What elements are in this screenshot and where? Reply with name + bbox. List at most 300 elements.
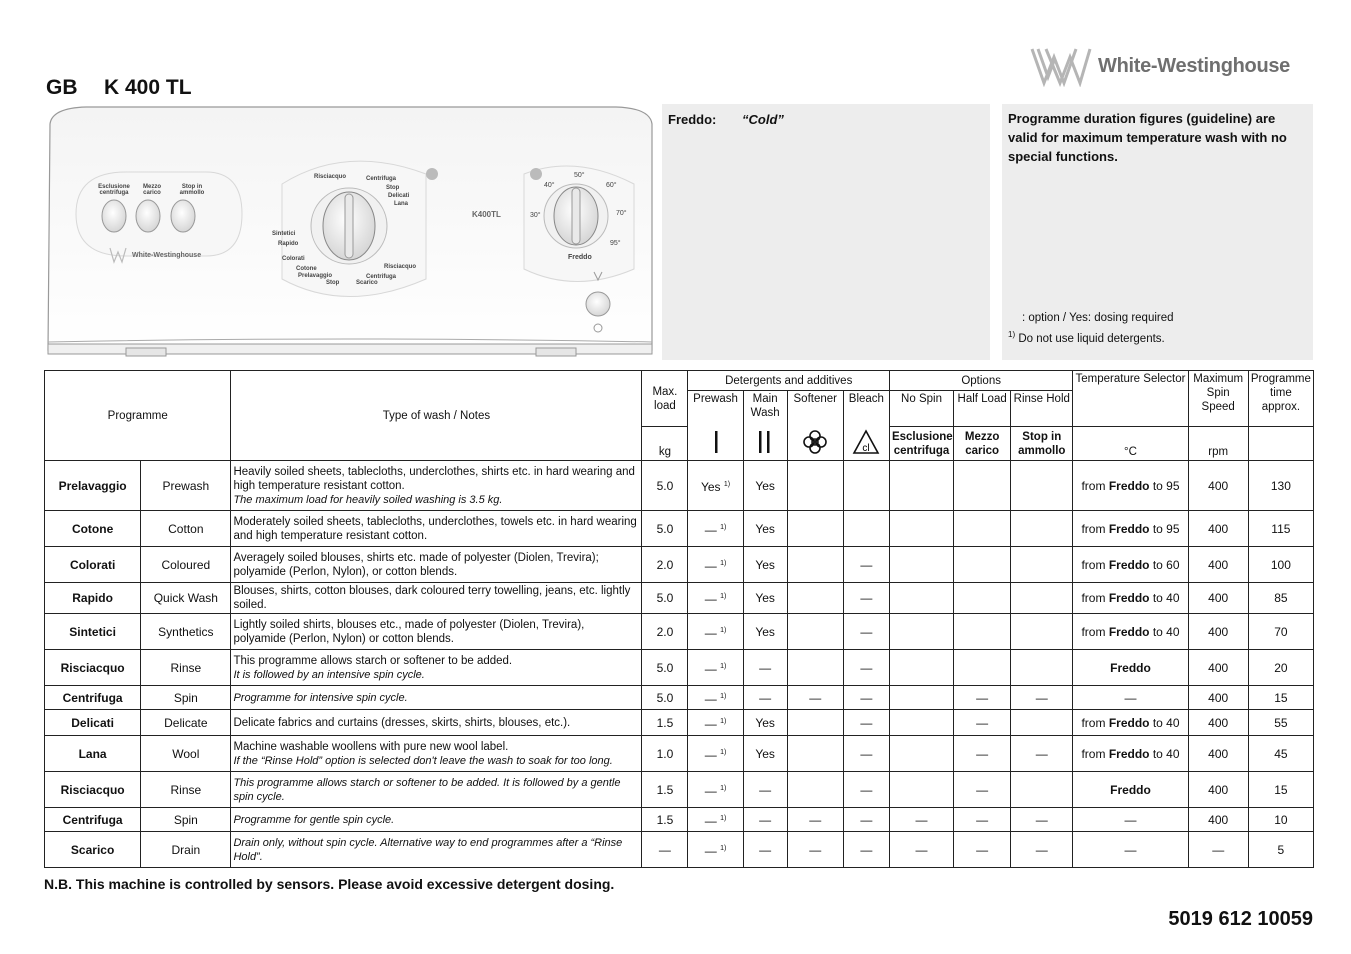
prewash-text: — [704, 843, 717, 858]
option-note: : option / Yes: dosing required [1022, 312, 1174, 324]
prewash-text: — [704, 522, 717, 537]
half-load-value: — [954, 832, 1011, 868]
footnote-ref: 1) [720, 844, 727, 852]
no-spin-value [889, 772, 953, 808]
prewash-text: — [704, 592, 717, 606]
no-spin-value [889, 710, 953, 736]
footnote-ref: 1) [720, 523, 727, 531]
panel-label-mezzo: Mezzo carico [143, 184, 161, 196]
programme-name-en: Spin [141, 808, 231, 832]
prewash-text: — [704, 716, 717, 731]
programme-name-en: Cotton [141, 511, 231, 547]
max-load: 5.0 [642, 461, 688, 511]
main-wash-value: — [743, 650, 787, 686]
no-spin-value [889, 614, 953, 650]
max-load: 1.5 [642, 808, 688, 832]
header-temp: Temperature Selector [1073, 371, 1188, 427]
half-load-value [954, 614, 1011, 650]
prewash-text: — [704, 747, 717, 762]
note-italic: Programme for intensive spin cycle. [233, 691, 408, 704]
temperature-range [1073, 686, 1188, 710]
header-no-spin: No Spin [889, 391, 953, 427]
wash-notes [231, 614, 642, 650]
temp-text: to 95 [1149, 521, 1180, 536]
temperature-range [1073, 583, 1188, 614]
max-load: — [642, 832, 688, 868]
footnote-mark: 1) [1008, 330, 1016, 339]
temp-text: to 40 [1149, 746, 1180, 761]
temperature-range [1073, 772, 1188, 808]
max-load: 2.0 [642, 547, 688, 583]
table-row [45, 832, 1314, 868]
header-softener: Softener [787, 391, 843, 427]
bleach-triangle-icon [843, 427, 889, 461]
programme-name-it: Rapido [45, 583, 141, 614]
wash-notes [231, 772, 642, 808]
header-spin: Maximum Spin Speed [1188, 371, 1248, 427]
spin-speed: 400 [1188, 772, 1248, 808]
svg-text:cl: cl [862, 442, 870, 454]
prewash-value [688, 614, 743, 650]
spin-speed: 400 [1188, 808, 1248, 832]
note-text: Delicate fabrics and curtains (dresses, skirts, shirts, blouses, etc.). [233, 716, 571, 729]
temp-freddo: Freddo [1108, 521, 1150, 536]
temp-freddo: Freddo [1108, 478, 1150, 493]
main-wash-value: — [743, 808, 787, 832]
option-mezzo: Mezzo carico [954, 427, 1011, 461]
spin-speed: 400 [1188, 583, 1248, 614]
temp-text: to 60 [1149, 557, 1180, 572]
no-spin-value: — [889, 808, 953, 832]
programme-name-it: Prelavaggio [45, 461, 141, 511]
temp-freddo: Freddo [1110, 660, 1151, 675]
half-load-value [954, 583, 1011, 614]
footnote-ref: 1) [720, 692, 727, 700]
temperature-range [1073, 736, 1188, 772]
no-spin-value [889, 461, 953, 511]
table-row [45, 772, 1314, 808]
programme-name-it: Colorati [45, 547, 141, 583]
programme-rows [45, 461, 1314, 868]
spin-speed: 400 [1188, 461, 1248, 511]
temperature-range [1073, 461, 1188, 511]
programme-name-it: Scarico [45, 832, 141, 868]
table-row [45, 547, 1314, 583]
no-spin-value [889, 583, 953, 614]
temperature-range [1073, 832, 1188, 868]
header-half-load: Half Load [954, 391, 1011, 427]
prewash-value [688, 547, 743, 583]
no-spin-value [889, 547, 953, 583]
programme-name-en: Coloured [141, 547, 231, 583]
wash-notes [231, 547, 642, 583]
wash-notes [231, 650, 642, 686]
bleach-value: — [843, 583, 889, 614]
temp-text: to 40 [1149, 624, 1180, 639]
note-italic: If the “Rinse Hold” option is selected don't leave the wash to soak for too long. [233, 754, 613, 767]
header-time: Programme time approx. [1248, 371, 1313, 427]
spin-speed: — [1188, 832, 1248, 868]
header-load-unit: kg [642, 427, 688, 461]
note-text: Blouses, shirts, cotton blouses, dark coloured terry towelling, jeans, etc. lightly soiled. [233, 585, 631, 611]
header-prewash: Prewash [688, 391, 743, 427]
header-type: Type of wash / Notes [231, 371, 642, 461]
panel-brand: White-Westinghouse [132, 252, 202, 259]
prewash-compartment-icon [688, 427, 743, 461]
max-load: 2.0 [642, 614, 688, 650]
table-row [45, 511, 1314, 547]
softener-value [787, 710, 843, 736]
programme-name-it: Centrifuga [45, 808, 141, 832]
programme-time: 115 [1248, 511, 1313, 547]
note-text: This programme allows starch or softener to be added. [233, 654, 513, 667]
rinse-hold-value [1011, 772, 1073, 808]
softener-value [787, 614, 843, 650]
footnote-ref: 1) [720, 814, 727, 822]
programme-name-it: Delicati [45, 710, 141, 736]
legend-value: “Cold” [742, 112, 784, 127]
temp-text: to 40 [1149, 591, 1180, 605]
table-row [45, 686, 1314, 710]
note-text: Lightly soiled shirts, blouses etc., made of polyester (Diolen, Trevira), polyamide (Perlon, Nylon) or cotton blends. [233, 618, 585, 645]
note-text: Averagely soiled blouses, shirts etc. made of polyester (Diolen, Trevira); polyamide (Perlon, Nylon), or cotton blends. [233, 551, 599, 578]
temp-freddo: Freddo [1108, 557, 1150, 572]
brand-w-icon [1030, 45, 1092, 87]
footnote-ref: 1) [720, 662, 727, 670]
note-italic: It is followed by an intensive spin cycle. [233, 668, 425, 681]
wash-notes [231, 710, 642, 736]
bleach-value: — [843, 710, 889, 736]
temp-text: from [1081, 715, 1109, 730]
no-spin-value [889, 650, 953, 686]
table-row [45, 614, 1314, 650]
table-row [45, 710, 1314, 736]
note-italic: This programme allows starch or softener to be added. It is followed by a gentle spin cycle. [233, 776, 621, 803]
programme-time: 85 [1248, 583, 1313, 614]
main-wash-value: Yes [743, 736, 787, 772]
dial-label-centrifuga: Centrifuga [366, 176, 396, 182]
bleach-value: — [843, 832, 889, 868]
rinse-hold-value [1011, 511, 1073, 547]
temp-text: from [1081, 478, 1109, 493]
max-load: 5.0 [642, 686, 688, 710]
main-wash-value: — [743, 832, 787, 868]
legend-key: Freddo: [668, 112, 717, 127]
no-spin-value [889, 686, 953, 710]
dial-label-risciacquo-2: Risciacquo [384, 264, 417, 270]
dial-label-delicati: Delicati [388, 193, 410, 199]
prewash-text: Yes [700, 479, 721, 494]
temp-text: from [1081, 624, 1109, 639]
programme-name-it: Lana [45, 736, 141, 772]
programme-name-it: Risciacquo [45, 772, 141, 808]
prewash-text: — [704, 661, 717, 676]
max-load: 1.5 [642, 710, 688, 736]
temperature-range [1073, 808, 1188, 832]
header-programme: Programme [45, 371, 231, 461]
footnote-ref: 1) [720, 748, 727, 756]
footnote-ref: 1) [720, 717, 727, 725]
softener-value [787, 736, 843, 772]
table-row [45, 461, 1314, 511]
bleach-value: — [843, 614, 889, 650]
temp-text: — [1124, 842, 1137, 857]
rinse-hold-value: — [1011, 686, 1073, 710]
max-load: 5.0 [642, 511, 688, 547]
main-wash-value: Yes [743, 547, 787, 583]
dial-label-sintetici: Sintetici [272, 231, 296, 237]
dial-label-lana: Lana [394, 201, 409, 207]
half-load-value [954, 461, 1011, 511]
dial-label-risciacquo: Risciacquo [314, 174, 347, 180]
footnote-ref: 1) [720, 626, 727, 634]
liquid-detergent-note [1008, 330, 1165, 345]
spin-speed: 400 [1188, 614, 1248, 650]
legend-box [662, 104, 990, 360]
programme-time: 130 [1248, 461, 1313, 511]
programme-name-en: Prewash [141, 461, 231, 511]
temperature-range [1073, 710, 1188, 736]
prewash-text: — [704, 558, 717, 573]
control-panel-illustration [46, 104, 654, 358]
no-spin-value [889, 511, 953, 547]
no-spin-value: — [889, 832, 953, 868]
temp-text: from [1081, 557, 1109, 572]
half-load-value: — [954, 736, 1011, 772]
header-options: Options [889, 371, 1072, 391]
half-load-value: — [954, 772, 1011, 808]
programme-name-it: Cotone [45, 511, 141, 547]
brand-logo [1030, 44, 1320, 88]
prewash-value [688, 736, 743, 772]
programme-time: 100 [1248, 547, 1313, 583]
half-load-value [954, 547, 1011, 583]
prewash-value [688, 461, 743, 511]
programme-time: 20 [1248, 650, 1313, 686]
softener-value [787, 772, 843, 808]
header-rinse-hold: Rinse Hold [1011, 391, 1073, 427]
temp-text: — [1124, 812, 1137, 827]
softener-value [787, 511, 843, 547]
softener-value [787, 650, 843, 686]
duration-note: Programme duration figures (guideline) are valid for maximum temperature wash with no special functions. [1008, 111, 1287, 164]
header-bleach: Bleach [843, 391, 889, 427]
note-text: Machine washable woollens with pure new wool label. [233, 740, 509, 753]
prewash-text: — [704, 783, 717, 798]
prewash-value [688, 650, 743, 686]
temp-freddo: Freddo [1108, 591, 1150, 605]
temp-label-freddo: Freddo [568, 254, 592, 261]
softener-value: — [787, 686, 843, 710]
temp-text: from [1081, 521, 1109, 536]
main-wash-compartment-icon [743, 427, 787, 461]
temp-freddo: Freddo [1108, 746, 1150, 761]
max-load: 1.5 [642, 772, 688, 808]
note-italic: Programme for gentle spin cycle. [233, 813, 395, 826]
half-load-value [954, 650, 1011, 686]
note-text: Heavily soiled sheets, tablecloths, underclothes, shirts etc. in hard wearing and high temperature resistant cotton. [233, 465, 635, 492]
dial-label-scarico: Scarico [356, 280, 378, 286]
prewash-value [688, 772, 743, 808]
rinse-hold-value [1011, 650, 1073, 686]
bleach-value [843, 511, 889, 547]
temp-freddo: Freddo [1108, 624, 1150, 639]
half-load-value: — [954, 710, 1011, 736]
header-spin-unit: rpm [1188, 427, 1248, 461]
spin-speed: 400 [1188, 511, 1248, 547]
wash-notes [231, 461, 642, 511]
max-load: 1.0 [642, 736, 688, 772]
dial-label-prelavaggio: Prelavaggio [298, 273, 333, 279]
main-wash-value: Yes [743, 614, 787, 650]
footnote-ref: 1) [723, 480, 731, 488]
dial-label-centrifuga-2: Centrifuga [366, 274, 396, 280]
rinse-hold-value: — [1011, 808, 1073, 832]
dial-label-stop-top: Stop [386, 185, 400, 191]
spin-speed: 400 [1188, 547, 1248, 583]
rinse-hold-value [1011, 461, 1073, 511]
main-wash-value: — [743, 772, 787, 808]
dial-label-colorati: Colorati [282, 256, 305, 262]
programme-time: 70 [1248, 614, 1313, 650]
option-stop: Stop in ammollo [1011, 427, 1073, 461]
prewash-value [688, 686, 743, 710]
header-max-load: Max. load [642, 371, 688, 427]
bleach-value [843, 461, 889, 511]
brand-name: White-Westinghouse [1098, 54, 1291, 77]
temp-label-40: 40° [544, 182, 555, 189]
main-wash-value: Yes [743, 583, 787, 614]
programme-name-it: Centrifuga [45, 686, 141, 710]
temperature-range [1073, 614, 1188, 650]
programme-table [44, 370, 1314, 868]
spin-speed: 400 [1188, 710, 1248, 736]
rinse-hold-value: — [1011, 736, 1073, 772]
dial-label-rapido: Rapido [278, 241, 299, 247]
programme-name-en: Spin [141, 686, 231, 710]
temp-label-60: 60° [606, 182, 617, 189]
programme-name-en: Drain [141, 832, 231, 868]
wash-notes [231, 736, 642, 772]
wash-notes [231, 832, 642, 868]
table-row [45, 808, 1314, 832]
half-load-value: — [954, 686, 1011, 710]
softener-value [787, 547, 843, 583]
temp-text: — [1124, 690, 1137, 705]
softener-value: — [787, 808, 843, 832]
dial-label-cotone: Cotone [296, 266, 317, 272]
prewash-value [688, 832, 743, 868]
header-time-blank [1248, 427, 1313, 461]
temp-text: to 40 [1149, 715, 1180, 730]
programme-time: 55 [1248, 710, 1313, 736]
programme-name-en: Rinse [141, 772, 231, 808]
prewash-text: — [704, 691, 717, 706]
spin-speed: 400 [1188, 650, 1248, 686]
rinse-hold-value [1011, 583, 1073, 614]
bleach-value: — [843, 772, 889, 808]
bleach-value: — [843, 736, 889, 772]
footnote-ref: 1) [720, 559, 727, 567]
header-temp-unit: °C [1073, 427, 1188, 461]
max-load: 5.0 [642, 650, 688, 686]
temp-freddo: Freddo [1110, 782, 1151, 797]
table-row [45, 650, 1314, 686]
spin-speed: 400 [1188, 686, 1248, 710]
temp-text: from [1081, 746, 1109, 761]
programme-name-en: Wool [141, 736, 231, 772]
programme-time: 15 [1248, 772, 1313, 808]
model-title: K 400 TL [104, 76, 192, 99]
no-spin-value [889, 736, 953, 772]
main-wash-value: Yes [743, 511, 787, 547]
main-wash-value: — [743, 686, 787, 710]
wash-notes [231, 583, 642, 614]
temp-freddo: Freddo [1108, 715, 1150, 730]
document-code: 5019 612 10059 [1168, 908, 1313, 930]
prewash-value [688, 511, 743, 547]
softener-value: — [787, 832, 843, 868]
header-main-wash: Main Wash [743, 391, 787, 427]
bleach-value: — [843, 686, 889, 710]
sensor-note: N.B. This machine is controlled by sensors. Please avoid excessive detergent dosing. [44, 876, 615, 892]
temperature-range [1073, 511, 1188, 547]
country-code: GB [46, 76, 78, 99]
temp-label-70: 70° [616, 210, 627, 217]
option-esclusione: Esclusione centrifuga [889, 427, 953, 461]
note-italic: Drain only, without spin cycle. Alternative way to end programmes after a “Rinse Hold”. [233, 836, 623, 863]
footnote-ref: 1) [720, 593, 727, 600]
note-italic: The maximum load for heavily soiled washing is 3.5 kg. [233, 493, 503, 506]
wash-notes [231, 808, 642, 832]
temp-label-95: 95° [610, 240, 621, 247]
temperature-range [1073, 650, 1188, 686]
panel-label-stop: Stop in ammollo [179, 184, 205, 196]
temp-text: from [1081, 591, 1109, 605]
prewash-value [688, 808, 743, 832]
temperature-range [1073, 547, 1188, 583]
main-wash-value: Yes [743, 710, 787, 736]
info-box [1002, 104, 1313, 360]
bleach-value: — [843, 808, 889, 832]
footnote-ref: 1) [720, 784, 727, 792]
bleach-value: — [843, 547, 889, 583]
prewash-value [688, 583, 743, 614]
table-row [45, 583, 1314, 614]
dial-label-stop-bottom: Stop [326, 280, 340, 286]
programme-time: 15 [1248, 686, 1313, 710]
softener-flower-icon [787, 427, 843, 461]
temp-label-50: 50° [574, 172, 585, 179]
programme-name-en: Delicate [141, 710, 231, 736]
programme-time: 5 [1248, 832, 1313, 868]
bleach-value: — [843, 650, 889, 686]
spin-speed: 400 [1188, 736, 1248, 772]
panel-label-esclusione: Esclusione centrifuga [98, 184, 130, 196]
programme-name-en: Rinse [141, 650, 231, 686]
prewash-value [688, 710, 743, 736]
table-row [45, 736, 1314, 772]
main-wash-value: Yes [743, 461, 787, 511]
rinse-hold-value [1011, 614, 1073, 650]
programme-name-en: Quick Wash [141, 583, 231, 614]
header-detergents: Detergents and additives [688, 371, 889, 391]
programme-name-it: Risciacquo [45, 650, 141, 686]
programme-name-it: Sintetici [45, 614, 141, 650]
rinse-hold-value [1011, 547, 1073, 583]
softener-value [787, 583, 843, 614]
programme-time: 10 [1248, 808, 1313, 832]
